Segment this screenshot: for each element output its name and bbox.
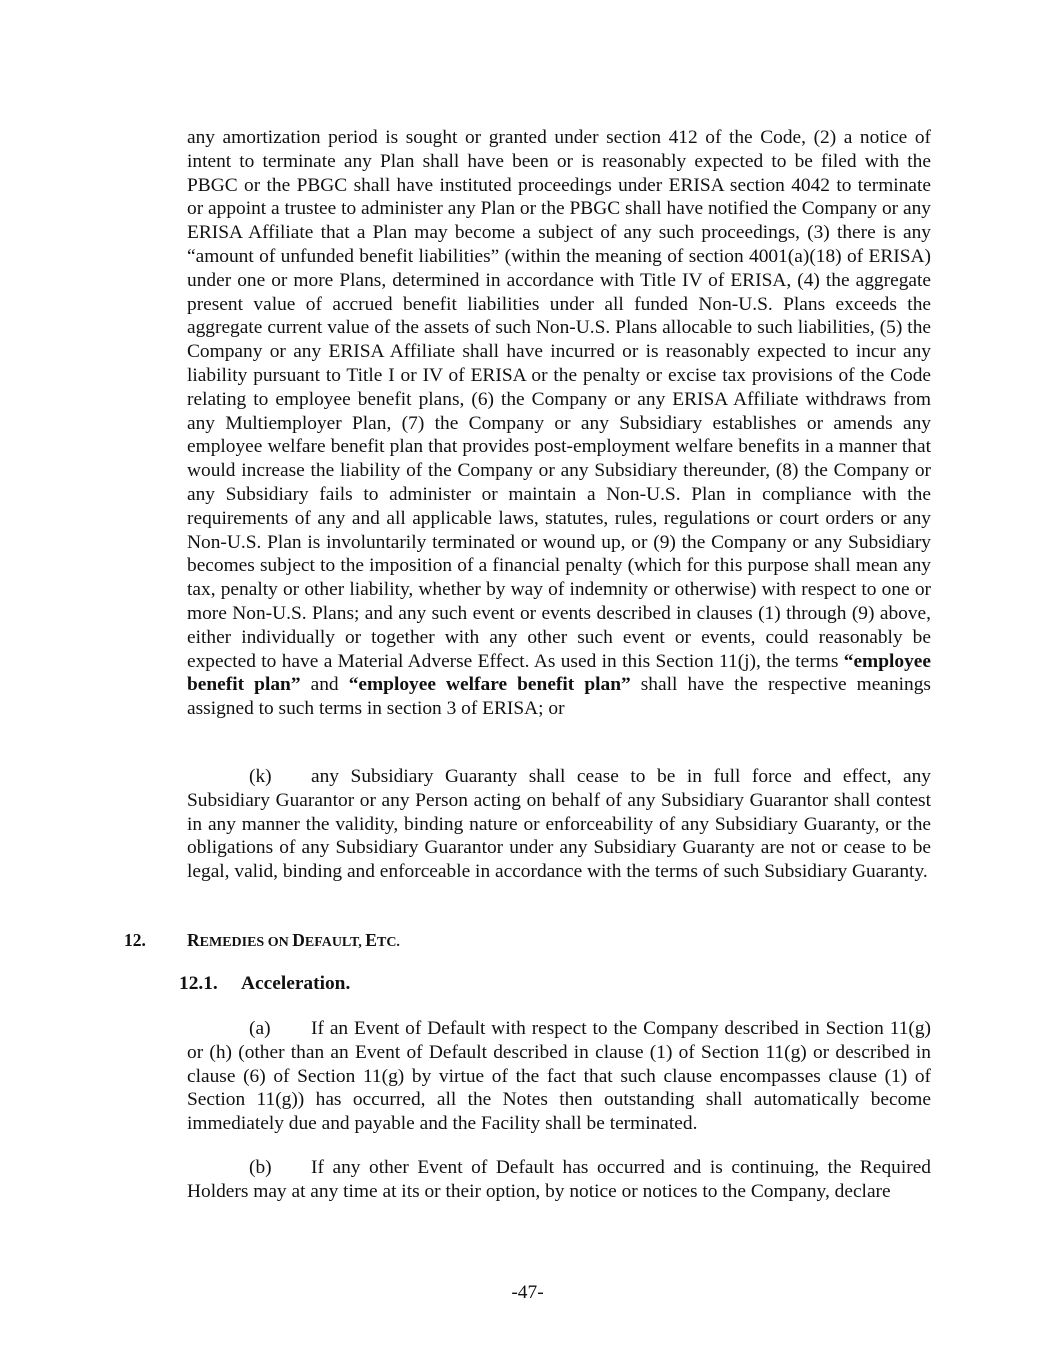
section-12-1-heading: [179, 972, 350, 996]
clause-label-a: (a): [249, 1018, 271, 1039]
section-12-title-e: E: [365, 930, 377, 950]
section-12-title-efault: EFAULT,: [304, 935, 366, 950]
paragraph-erisa-connector: and: [310, 674, 339, 696]
defined-term-employee-welfare-benefit-plan: “employee welfare benefit plan”: [348, 674, 631, 696]
clause-label-k: (k): [249, 766, 272, 787]
section-12-title-emedies-on: EMEDIES ON: [199, 935, 293, 950]
section-12-1-number: 12.1.: [179, 973, 218, 994]
paragraph-k-text: any Subsidiary Guaranty shall cease to be in full force and effect, any Subsidiary Guarantor or any Person acting on behalf of any Subsidiary Guarantor shall contest in any manner the validity, binding nature or enforceability of any Subsidiary Guaranty, or the obligations of any Subsidiary Guarantor under any Subsidiary Guaranty are not or cease to be legal, valid, binding and enforceable in accordance with the terms of such Subsidiary Guaranty.: [187, 766, 931, 883]
paragraph-b: [187, 1156, 931, 1204]
section-12-number: 12.: [124, 930, 146, 950]
paragraph-a-text: If an Event of Default with respect to the Company described in Section 11(g) or (h) (other than an Event of Default described in clause (1) of Section 11(g) or described in clause (6) of Section 11(g) by virtue of the fact that such clause encompasses clause (1) of Section 11(g)) has occurred, all the Notes then outstanding shall automatically become immediately due and payable and the Facility shall be terminated.: [187, 1018, 931, 1135]
section-12-title-r: R: [187, 930, 200, 950]
page-number: -47-: [511, 1282, 544, 1303]
clause-label-b: (b): [249, 1157, 272, 1178]
section-12-1-title: Acceleration.: [241, 973, 351, 994]
paragraph-erisa-events-text: any amortization period is sought or granted under section 412 of the Code, (2) a notice of intent to terminate any Plan shall have been or is reasonably expected to be filed with the PBGC or the PBGC shall have instituted proceedings under ERISA section 4042 to terminate or appoint a trustee to administer any Plan or the PBGC shall have notified the Company or any ERISA Affiliate that a Plan may become a subject of any such proceedings, (3) there is any “amount of unfunded benefit liabilities” (within the meaning of section 4001(a)(18) of ERISA) under one or more Plans, determined in accordance with Title IV of ERISA, (4) the aggregate present value of accrued benefit liabilities under all funded Non-U.S. Plans exceeds the aggregate current value of the assets of such Non-U.S. Plans allocable to such liabilities, (5) the Company or any ERISA Affiliate shall have incurred or is reasonably expected to incur any liability pursuant to Title I or IV of ERISA or the penalty or excise tax provisions of the Code relating to employee benefit plans, (6) the Company or any ERISA Affiliate withdraws from any Multiemployer Plan, (7) the Company or any Subsidiary establishes or amends any employee welfare benefit plan that provides post-employment welfare benefits in a manner that would increase the liability of the Company or any Subsidiary thereunder, (8) the Company or any Subsidiary fails to administer or maintain a Non-U.S. Plan in compliance with the requirements of any and all applicable laws, statutes, rules, regulations or court orders or any Non-U.S. Plan is involuntarily terminated or wound up, or (9) the Company or any Subsidiary becomes subject to the imposition of a financial penalty (which for this purpose shall mean any tax, penalty or other liability, whether by way of indemnity or otherwise) with respect to one or more Non-U.S. Plans; and any such event or events described in clauses (1) through (9) above, either individually or together with any other such event or events, could reasonably be expected to have a Material Adverse Effect. As used in this Section 11(j), the terms: [187, 127, 931, 672]
defined-term-employee-benefit-plan: “employee benefit plan”: [187, 650, 931, 696]
section-12-title-d: D: [292, 930, 305, 950]
section-12-title-tc: TC.: [376, 935, 400, 950]
paragraph-erisa-events: [187, 126, 931, 721]
paragraph-a: [187, 1017, 931, 1136]
paragraph-b-text: If any other Event of Default has occurred and is continuing, the Required Holders may at any time at its or their option, by notice or notices to the Company, declare: [187, 1157, 931, 1202]
section-12-heading: [124, 928, 400, 955]
paragraph-erisa-tail: shall have the respective meanings assigned to such terms in section 3 of ERISA; or: [187, 674, 931, 720]
paragraph-k: [187, 765, 931, 884]
